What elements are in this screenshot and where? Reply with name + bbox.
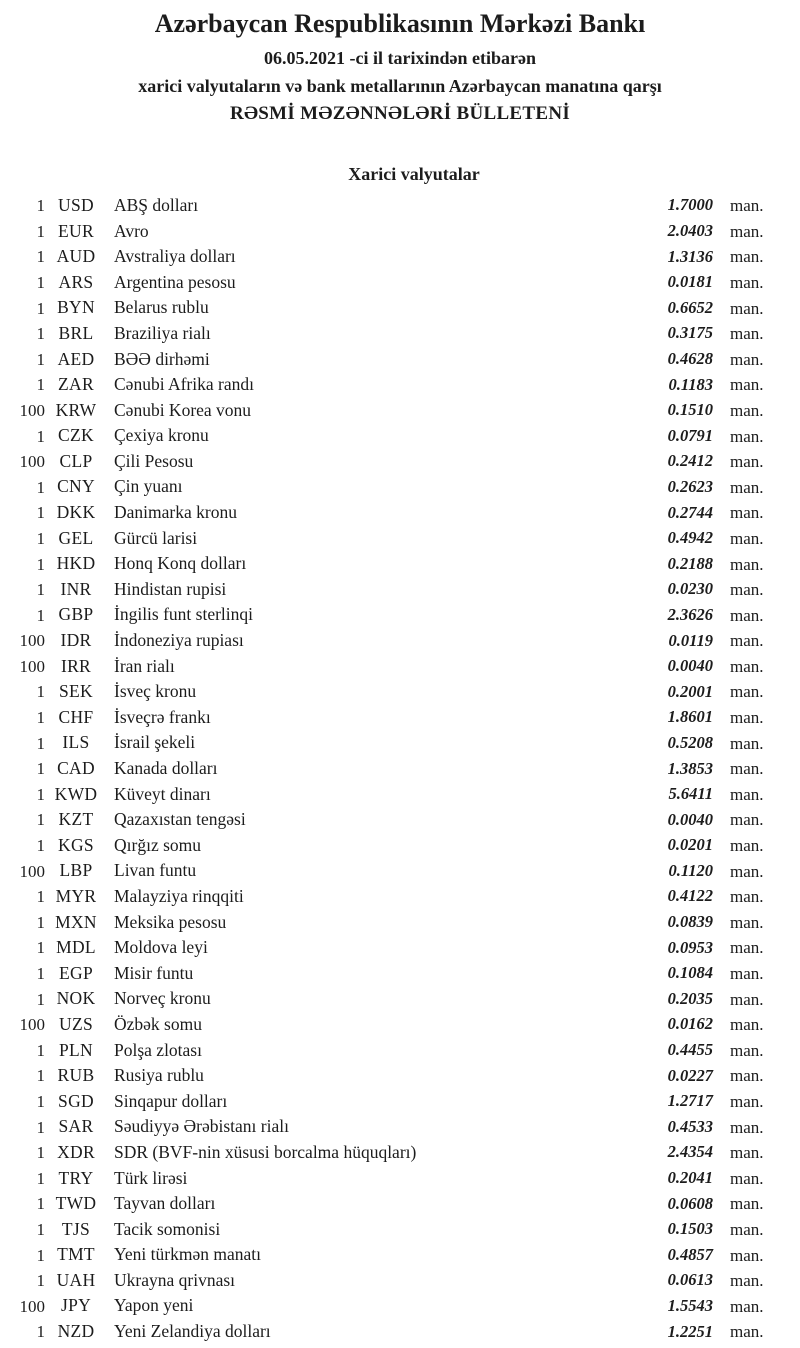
currency-name: Meksika pesosu — [114, 911, 227, 932]
currency-name: Çili Pesosu — [114, 450, 194, 471]
unit-label: man. — [730, 1143, 764, 1163]
currency-code: INR — [60, 578, 92, 599]
unit-label: man. — [730, 964, 764, 983]
unit-label: man. — [730, 400, 764, 420]
quantity: 1 — [36, 1322, 45, 1342]
rate-value: 1.2251 — [667, 1321, 713, 1341]
currency-code: NOK — [56, 988, 96, 1009]
currency-code: HKD — [56, 553, 96, 574]
rate-value: 0.0613 — [667, 1270, 713, 1290]
quantity: 1 — [36, 1117, 45, 1137]
currency-code: BRL — [58, 322, 94, 343]
rate-value: 0.0181 — [667, 272, 713, 292]
currency-name: Gürcü larisi — [114, 527, 198, 548]
currency-name: SDR (BVF-nin xüsusi borcalma hüquqları) — [114, 1141, 417, 1162]
unit-label: man. — [730, 1322, 764, 1342]
currency-code: UZS — [59, 1013, 93, 1034]
currency-row — [0, 782, 800, 808]
rate-value: 0.0162 — [667, 1014, 713, 1034]
effective-date-line: 06.05.2021 -ci il tarixindən etibarən — [264, 47, 536, 68]
currency-code: AUD — [56, 246, 96, 267]
currency-row — [0, 833, 800, 859]
quantity: 1 — [36, 605, 45, 625]
rate-value: 1.7000 — [667, 195, 713, 215]
quantity: 1 — [36, 1066, 45, 1086]
quantity: 100 — [19, 656, 45, 676]
quantity: 1 — [36, 196, 45, 216]
currency-row — [0, 346, 800, 372]
currency-name: İsveç kronu — [114, 681, 197, 702]
unit-label: man. — [730, 938, 764, 958]
rate-value: 2.3626 — [667, 604, 713, 624]
rate-value: 0.4628 — [667, 349, 713, 368]
quantity: 1 — [36, 324, 45, 344]
quantity: 1 — [36, 810, 45, 830]
currency-name: Braziliya rialı — [114, 322, 211, 343]
currency-name: Çexiya kronu — [114, 425, 209, 446]
rate-value: 0.4857 — [667, 1244, 713, 1264]
currency-row — [0, 1165, 800, 1191]
unit-label: man. — [730, 1271, 764, 1291]
currency-code: NZD — [57, 1321, 95, 1342]
currency-row — [0, 1114, 800, 1140]
currency-row — [0, 193, 800, 219]
rate-value: 0.0230 — [667, 579, 713, 599]
currency-row — [0, 910, 800, 936]
unit-label: man. — [730, 1066, 764, 1086]
currency-name: BƏƏ dirhəmi — [114, 348, 210, 369]
currency-code: MXN — [55, 911, 97, 932]
currency-row — [0, 730, 800, 756]
currency-code: BYN — [57, 297, 95, 318]
unit-label: man. — [730, 452, 764, 472]
currency-code: KWD — [54, 783, 98, 804]
unit-label: man. — [730, 1245, 764, 1265]
unit-label: man. — [730, 861, 764, 881]
currency-name: Moldova leyi — [114, 937, 208, 958]
currency-name: Belarus rublu — [114, 297, 209, 318]
currency-name: İngilis funt sterlinqi — [114, 604, 254, 625]
rate-value: 0.0201 — [667, 835, 713, 855]
rate-value: 0.4455 — [667, 1040, 713, 1060]
quantity: 1 — [36, 912, 45, 932]
currency-row — [0, 551, 800, 577]
unit-label: man. — [730, 733, 764, 753]
currency-name: Malayziya rinqqiti — [114, 885, 244, 906]
bulletin-title: RƏSMİ MƏZƏNNƏLƏRİ BÜLLETENİ — [229, 102, 571, 124]
rate-value: 0.0119 — [668, 630, 713, 650]
unit-label: man. — [730, 221, 764, 241]
currency-name: Misir funtu — [114, 962, 194, 983]
quantity: 1 — [36, 528, 45, 548]
currency-name: Sinqapur dolları — [114, 1090, 228, 1111]
rate-value: 0.5208 — [667, 732, 713, 752]
currency-name: Avro — [114, 220, 149, 241]
unit-label: man. — [730, 503, 764, 523]
quantity: 1 — [36, 1143, 45, 1163]
currency-code: JPY — [60, 1295, 92, 1316]
currency-name: Kanada dolları — [114, 758, 218, 778]
quantity: 1 — [36, 1271, 45, 1291]
rate-value: 1.2717 — [667, 1091, 713, 1111]
currency-row — [0, 577, 800, 603]
currency-code: ARS — [58, 271, 94, 292]
unit-label: man. — [730, 1040, 764, 1060]
currency-row — [0, 295, 800, 321]
quantity: 1 — [36, 503, 45, 523]
currency-code: IDR — [60, 630, 92, 651]
unit-label: man. — [730, 580, 764, 600]
rate-value: 0.4122 — [667, 886, 713, 906]
unit-label: man. — [730, 247, 764, 267]
rate-value: 0.1183 — [668, 374, 713, 394]
currency-name: Livan funtu — [114, 860, 197, 881]
currency-code: CLP — [59, 450, 93, 471]
unit-label: man. — [730, 656, 764, 676]
currency-code: KZT — [58, 809, 94, 830]
rate-value: 0.0839 — [667, 912, 713, 932]
unit-label: man. — [730, 324, 764, 344]
currency-row — [0, 1217, 800, 1243]
currency-name: Hindistan rupisi — [114, 578, 227, 599]
rate-value: 2.0403 — [667, 221, 713, 241]
rate-value: 5.6411 — [668, 784, 713, 804]
unit-label: man. — [730, 605, 764, 625]
currency-name: Rusiya rublu — [114, 1065, 204, 1086]
currency-code: USD — [58, 194, 94, 215]
currency-code: ZAR — [58, 374, 94, 395]
scope-line: xarici valyutaların və bank metallarının Azərbaycan manatına qarşı — [138, 75, 662, 96]
quantity: 1 — [36, 247, 45, 267]
currency-code: MYR — [55, 885, 97, 906]
currency-row — [0, 218, 800, 244]
unit-label: man. — [730, 375, 764, 395]
currency-name: İsrail şekeli — [114, 732, 196, 753]
currency-name: Yapon yeni — [114, 1295, 194, 1316]
currency-name: Argentina pesosu — [114, 271, 236, 292]
rate-value: 0.0040 — [667, 809, 713, 829]
quantity: 1 — [36, 298, 45, 318]
currency-row — [0, 1140, 800, 1166]
quantity: 1 — [36, 1168, 45, 1188]
currency-name: Tacik somonisi — [114, 1218, 221, 1239]
rate-value: 2.4354 — [667, 1142, 713, 1162]
currency-code: ILS — [62, 732, 90, 753]
rate-value: 1.3136 — [667, 246, 713, 266]
currency-name: Qırğız somu — [114, 834, 202, 855]
currency-code: GEL — [58, 527, 94, 548]
quantity: 1 — [36, 1194, 45, 1214]
rate-value: 0.1084 — [667, 963, 713, 983]
currency-row — [0, 679, 800, 705]
unit-label: man. — [730, 1219, 764, 1239]
bulletin-header — [0, 0, 800, 125]
quantity: 1 — [36, 733, 45, 753]
currency-table — [0, 193, 800, 1345]
unit-label: man. — [730, 298, 764, 318]
quantity: 1 — [36, 1040, 45, 1060]
rate-value: 0.1120 — [668, 860, 713, 880]
unit-label: man. — [730, 426, 764, 446]
currency-row — [0, 705, 800, 731]
currency-row — [0, 526, 800, 552]
currency-row — [0, 807, 800, 833]
unit-label: man. — [730, 912, 764, 932]
currency-name: Avstraliya dolları — [114, 246, 236, 267]
currency-name: ABŞ dolları — [114, 194, 199, 215]
currency-code: SAR — [58, 1116, 94, 1137]
currency-name: İndoneziya rupiası — [114, 630, 244, 651]
rate-value: 0.0608 — [667, 1193, 713, 1213]
currency-code: PLN — [59, 1039, 93, 1060]
currency-row — [0, 858, 800, 884]
currency-row — [0, 1037, 800, 1063]
currency-row — [0, 1089, 800, 1115]
quantity: 100 — [19, 1015, 45, 1035]
currency-name: Tayvan dolları — [114, 1193, 216, 1214]
rate-value: 0.1510 — [667, 400, 713, 420]
currency-name: Yeni Zelandiya dolları — [114, 1321, 271, 1342]
quantity: 100 — [19, 1296, 45, 1316]
rate-value: 0.2744 — [667, 502, 713, 522]
rate-value: 0.2188 — [667, 553, 713, 573]
unit-label: man. — [730, 196, 764, 216]
quantity: 1 — [36, 272, 45, 292]
quantity: 1 — [36, 784, 45, 804]
currency-row — [0, 474, 800, 500]
currency-code: SEK — [59, 681, 93, 702]
currency-row — [0, 884, 800, 910]
currency-row — [0, 1268, 800, 1294]
currency-code: AED — [57, 348, 95, 369]
rate-value: 1.5543 — [667, 1295, 713, 1315]
quantity: 100 — [19, 400, 45, 420]
currency-row — [0, 986, 800, 1012]
quantity: 1 — [36, 887, 45, 907]
currency-code: SGD — [58, 1090, 94, 1111]
rate-value: 0.2041 — [667, 1168, 713, 1187]
currency-row — [0, 602, 800, 628]
section-title: Xarici valyutalar — [348, 163, 480, 184]
rate-value: 0.6652 — [667, 297, 713, 317]
currency-code: EGP — [59, 962, 93, 983]
currency-row — [0, 756, 800, 782]
rate-value: 0.2001 — [667, 681, 713, 701]
unit-label: man. — [730, 682, 764, 702]
currency-code: TMT — [57, 1244, 95, 1265]
currency-code: GBP — [58, 604, 94, 625]
currency-name: Qazaxıstan tengəsi — [114, 809, 246, 830]
currency-name: İran rialı — [114, 655, 175, 676]
quantity: 100 — [19, 631, 45, 651]
currency-row — [0, 628, 800, 654]
unit-label: man. — [730, 887, 764, 907]
currency-code: LBP — [59, 860, 93, 881]
unit-label: man. — [730, 1194, 764, 1214]
currency-code: UAH — [56, 1269, 96, 1290]
currency-row — [0, 1319, 800, 1345]
quantity: 100 — [19, 861, 45, 881]
quantity: 1 — [36, 221, 45, 241]
currency-row — [0, 244, 800, 270]
currency-code: XDR — [57, 1141, 95, 1162]
currency-row — [0, 449, 800, 475]
quantity: 1 — [36, 580, 45, 600]
quantity: 1 — [36, 682, 45, 702]
currency-name: Çin yuanı — [114, 476, 183, 497]
currency-row — [0, 423, 800, 449]
rate-value: 1.3853 — [667, 758, 713, 778]
bank-name: Azərbaycan Respublikasının Mərkəzi Bankı — [154, 9, 646, 38]
currency-row — [0, 654, 800, 680]
currency-code: CHF — [58, 706, 94, 727]
currency-code: CNY — [57, 476, 95, 497]
currency-row — [0, 270, 800, 296]
unit-label: man. — [730, 528, 764, 548]
unit-label: man. — [730, 1091, 764, 1111]
currency-name: Cənubi Afrika randı — [114, 374, 254, 395]
quantity: 1 — [36, 1219, 45, 1239]
currency-row — [0, 935, 800, 961]
rate-value: 0.4942 — [667, 528, 713, 548]
unit-label: man. — [730, 1168, 764, 1188]
rate-value: 0.3175 — [667, 323, 713, 343]
currency-code: CAD — [57, 758, 95, 778]
currency-row — [0, 1191, 800, 1217]
quantity: 1 — [36, 375, 45, 395]
currency-name: Cənubi Korea vonu — [114, 399, 252, 420]
unit-label: man. — [730, 349, 764, 369]
quantity: 1 — [36, 1091, 45, 1111]
quantity: 1 — [36, 836, 45, 856]
quantity: 1 — [36, 708, 45, 728]
quantity: 1 — [36, 759, 45, 779]
currency-name: Yeni türkmən manatı — [114, 1244, 261, 1265]
unit-label: man. — [730, 1117, 764, 1137]
unit-label: man. — [730, 1296, 764, 1316]
quantity: 1 — [36, 554, 45, 574]
currency-name: Polşa zlotası — [114, 1039, 202, 1060]
rate-value: 0.0953 — [667, 937, 713, 957]
currency-name: Özbək somu — [114, 1013, 202, 1034]
quantity: 1 — [36, 989, 45, 1009]
rate-value: 0.2035 — [667, 988, 713, 1008]
currency-row — [0, 321, 800, 347]
unit-label: man. — [730, 810, 764, 830]
quantity: 100 — [19, 452, 45, 472]
currency-name: Türk lirəsi — [114, 1167, 188, 1188]
currency-row — [0, 1012, 800, 1038]
currency-row — [0, 398, 800, 424]
unit-label: man. — [730, 708, 764, 728]
quantity: 1 — [36, 426, 45, 446]
currency-code: EUR — [58, 220, 94, 241]
rate-value: 0.2412 — [667, 451, 713, 471]
currency-code: CZK — [58, 425, 94, 446]
unit-label: man. — [730, 784, 764, 804]
currency-name: Ukrayna qrivnası — [114, 1269, 236, 1290]
currency-row — [0, 1063, 800, 1089]
unit-label: man. — [730, 989, 764, 1009]
currency-code: RUB — [57, 1065, 95, 1086]
quantity: 1 — [36, 938, 45, 958]
unit-label: man. — [730, 272, 764, 292]
currency-code: MDL — [56, 937, 96, 958]
quantity: 1 — [36, 1245, 45, 1265]
quantity: 1 — [36, 964, 45, 983]
rate-value: 0.0040 — [667, 656, 713, 676]
currency-name: Honq Konq dolları — [114, 553, 247, 574]
currency-row — [0, 500, 800, 526]
rate-value: 0.0227 — [667, 1065, 713, 1085]
quantity: 1 — [36, 477, 45, 497]
rate-value: 0.4533 — [667, 1116, 713, 1136]
currency-row — [0, 372, 800, 398]
rate-value: 0.2623 — [667, 476, 713, 496]
currency-code: KGS — [58, 834, 94, 855]
unit-label: man. — [730, 631, 764, 651]
currency-code: TJS — [61, 1218, 91, 1239]
currency-name: Norveç kronu — [114, 988, 211, 1009]
rate-value: 1.8601 — [667, 707, 713, 727]
rate-value: 0.0791 — [667, 425, 713, 445]
currency-code: KRW — [55, 399, 97, 420]
unit-label: man. — [730, 759, 764, 779]
quantity: 1 — [36, 349, 45, 369]
rate-value: 0.1503 — [667, 1219, 713, 1239]
currency-name: Danimarka kronu — [114, 502, 237, 523]
currency-row — [0, 1293, 800, 1319]
currency-code: IRR — [60, 655, 92, 676]
unit-label: man. — [730, 554, 764, 574]
currency-name: Səudiyyə Ərəbistanı rialı — [114, 1116, 289, 1137]
currency-code: DKK — [56, 502, 96, 523]
currency-code: TWD — [55, 1193, 97, 1214]
unit-label: man. — [730, 836, 764, 856]
currency-name: Küveyt dinarı — [114, 783, 211, 804]
currency-code: TRY — [58, 1167, 94, 1188]
unit-label: man. — [730, 1015, 764, 1035]
currency-name: İsveçrə frankı — [114, 706, 211, 727]
currency-row — [0, 1242, 800, 1268]
unit-label: man. — [730, 477, 764, 497]
currency-row — [0, 961, 800, 987]
